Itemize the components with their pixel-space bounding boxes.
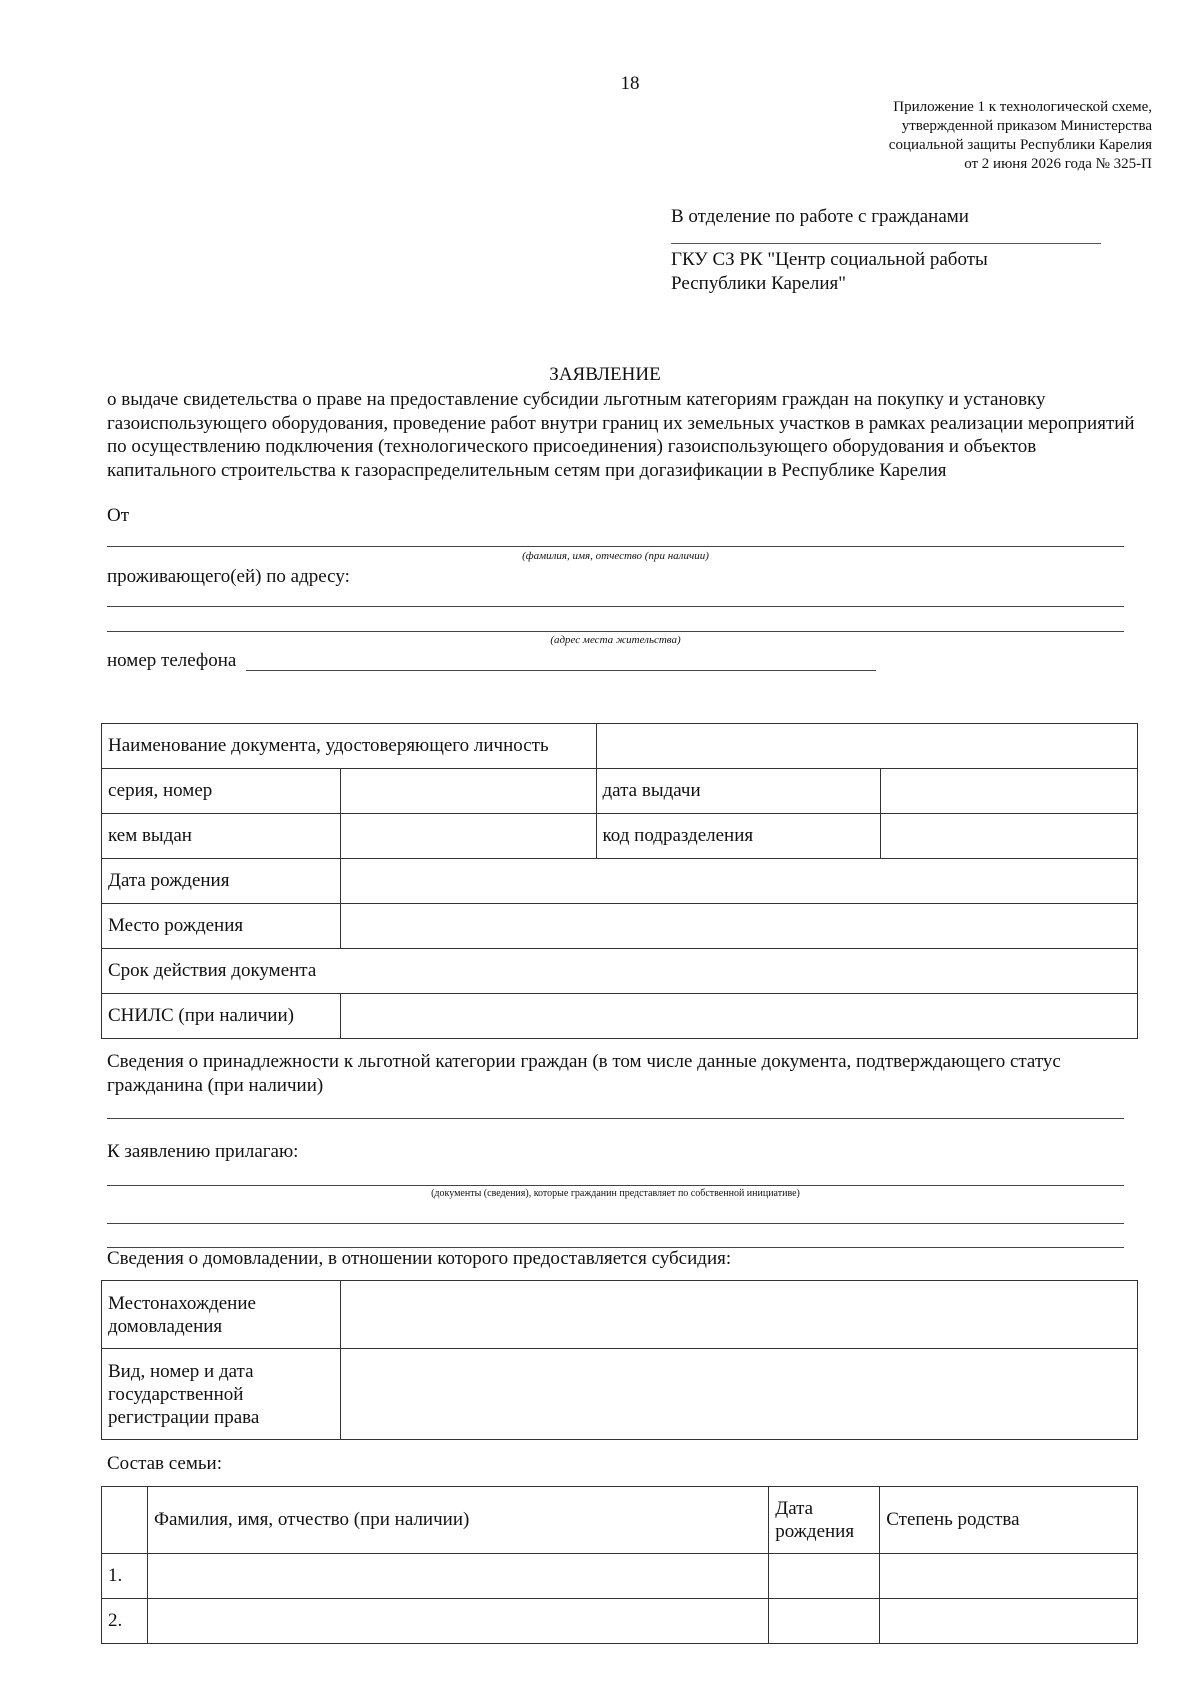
family-col-relation: Степень родства	[880, 1487, 1138, 1554]
family-row-number: 2.	[102, 1599, 148, 1644]
appendix-note	[732, 98, 1152, 174]
table-row	[102, 949, 1138, 994]
family-birth-cell[interactable]	[769, 1599, 880, 1644]
household-location-label: Местонахождение домовладения	[102, 1281, 341, 1349]
family-col-name: Фамилия, имя, отчество (при наличии)	[147, 1487, 768, 1554]
attachments-field-line-1[interactable]	[107, 1185, 1124, 1186]
birth-place-field[interactable]	[340, 904, 1137, 949]
category-field[interactable]	[107, 1118, 1124, 1119]
family-name-cell[interactable]	[147, 1554, 768, 1599]
table-row	[102, 1554, 1138, 1599]
from-name-hint: (фамилия, имя, отчество (при наличии)	[522, 550, 709, 562]
table-row	[102, 1281, 1138, 1349]
issued-by-label: кем выдан	[102, 814, 341, 859]
table-row	[102, 994, 1138, 1039]
identity-table	[101, 723, 1138, 1039]
appendix-line: от 2 июня 2026 года № 325-П	[964, 156, 1152, 172]
family-relation-cell[interactable]	[880, 1599, 1138, 1644]
birth-date-label: Дата рождения	[102, 859, 341, 904]
phone-label: номер телефона	[107, 650, 237, 671]
snils-label: СНИЛС (при наличии)	[102, 994, 341, 1039]
table-row	[102, 1349, 1138, 1440]
address-field-line-1[interactable]	[107, 606, 1124, 607]
snils-field[interactable]	[340, 994, 1137, 1039]
dept-code-field[interactable]	[881, 814, 1138, 859]
table-row	[102, 904, 1138, 949]
from-label: От	[107, 505, 130, 526]
dept-code-label: код подразделения	[596, 814, 881, 859]
appendix-line: Приложение 1 к технологической схеме,	[893, 99, 1152, 115]
table-row	[102, 814, 1138, 859]
table-row	[102, 724, 1138, 769]
birth-place-label: Место рождения	[102, 904, 341, 949]
family-col-number	[102, 1487, 148, 1554]
appendix-line: утвержденной приказом Министерства	[901, 118, 1152, 134]
category-text: Сведения о принадлежности к льготной категории граждан (в том числе данные документа, подтверждающего статус гражданина (при наличии)	[107, 1051, 1061, 1096]
addressee-block	[671, 205, 1111, 296]
series-number-label: серия, номер	[102, 769, 341, 814]
household-registration-label: Вид, номер и дата государственной регистрации права	[102, 1349, 341, 1440]
household-location-field[interactable]	[340, 1281, 1137, 1349]
appendix-line: социальной защиты Республики Карелия	[888, 137, 1152, 153]
doc-name-field[interactable]	[596, 724, 1137, 769]
family-table	[101, 1486, 1138, 1644]
addressee-line-2: ГКУ СЗ РК "Центр социальной работы	[671, 249, 988, 270]
household-table	[101, 1280, 1138, 1440]
address-field-line-2[interactable]	[107, 631, 1124, 632]
family-name-cell[interactable]	[147, 1599, 768, 1644]
series-number-field[interactable]	[340, 769, 596, 814]
family-col-birth: Дата рождения	[769, 1487, 880, 1554]
table-header-row	[102, 1487, 1138, 1554]
birth-date-field[interactable]	[340, 859, 1137, 904]
attachments-hint: (документы (сведения), которые гражданин представляет по собственной инициативе)	[431, 1188, 800, 1199]
family-row-number: 1.	[102, 1554, 148, 1599]
issue-date-field[interactable]	[881, 769, 1138, 814]
validity-label: Срок действия документа	[102, 949, 1138, 994]
table-row	[102, 859, 1138, 904]
attachments-field-line-2[interactable]	[107, 1223, 1124, 1224]
address-hint: (адрес места жительства)	[550, 634, 681, 646]
family-relation-cell[interactable]	[880, 1554, 1138, 1599]
document-subtitle: о выдаче свидетельства о праве на предоставление субсидии льготным категориям граждан на покупку и установку газоиспользующего оборудования, проведение работ внутри границ их земельных участков в рамках реализации мероприятий по осуществлению подключения (технологического присоединения) газоиспользующего оборудования и объектов капитального строительства к газораспределительным сетям при догазификации в Республике Карелия	[107, 389, 1135, 481]
addressee-line-3: Республики Карелия"	[671, 273, 846, 294]
from-name-field[interactable]	[107, 546, 1124, 547]
doc-name-label: Наименование документа, удостоверяющего личность	[102, 724, 597, 769]
table-row	[102, 1599, 1138, 1644]
household-label: Сведения о домовладении, в отношении которого предоставляется субсидия:	[107, 1248, 732, 1269]
issue-date-label: дата выдачи	[596, 769, 881, 814]
family-label: Состав семьи:	[107, 1453, 223, 1474]
page-number: 18	[620, 73, 640, 94]
issued-by-field[interactable]	[340, 814, 596, 859]
phone-field[interactable]	[246, 670, 876, 671]
addressee-rule[interactable]	[671, 229, 1101, 244]
addressee-line-1: В отделение по работе с гражданами	[671, 206, 969, 227]
attachments-label: К заявлению прилагаю:	[107, 1141, 299, 1162]
household-registration-field[interactable]	[340, 1349, 1137, 1440]
address-label: проживающего(ей) по адресу:	[107, 566, 350, 587]
document-title: ЗАЯВЛЕНИЕ	[549, 364, 661, 385]
table-row	[102, 769, 1138, 814]
family-birth-cell[interactable]	[769, 1554, 880, 1599]
